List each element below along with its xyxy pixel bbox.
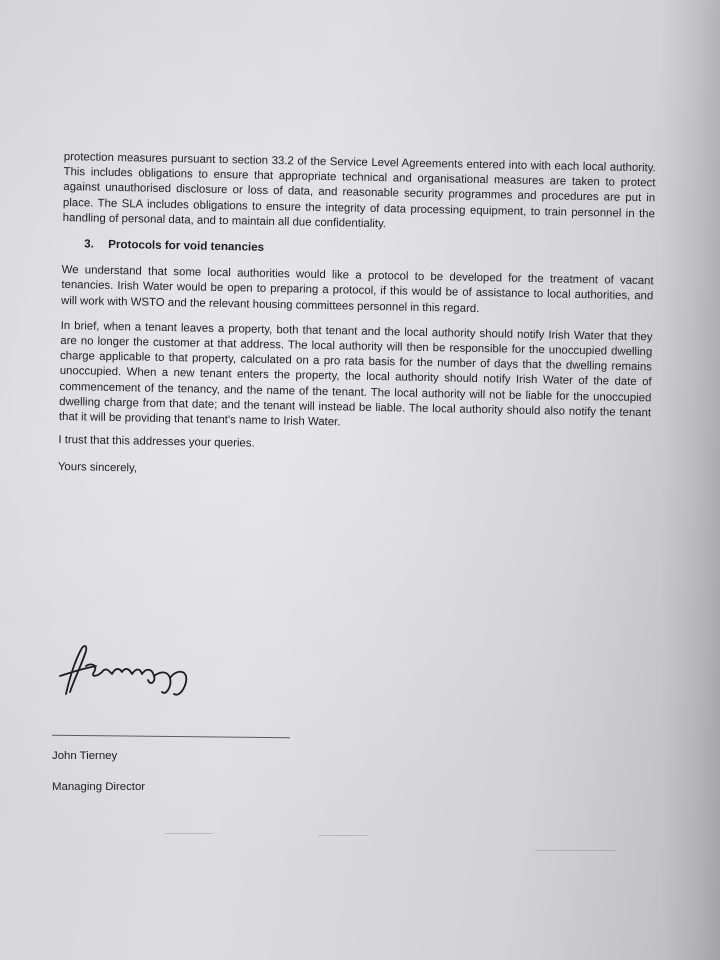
sign-off: Yours sincerely,: [57, 461, 138, 475]
signer-title: Managing Director: [52, 781, 146, 793]
section-number: 3.: [84, 237, 94, 251]
paragraph-protocol: We understand that some local authorities would like a protocol to be developed for the treatment of vacant tenancies. Irish Water would be open to preparing a protocol, if this would be of assistance to local authorities, and will work with WSTO and the relevant housing committees personnel in this regard.: [60, 264, 654, 315]
letter-body: [58, 150, 656, 499]
page-shadow: [660, 0, 720, 960]
signer-name: John Tierney: [52, 750, 118, 762]
section-title: Protocols for void tenancies: [108, 237, 265, 254]
trust-line: I trust that this addresses your queries.: [58, 434, 255, 450]
signature-line: [52, 735, 290, 738]
handwritten-signature: [52, 636, 312, 716]
section-heading: [84, 236, 654, 262]
scan-mark: [318, 835, 368, 836]
scan-mark: [535, 850, 615, 851]
paragraph-in-brief: In brief, when a tenant leaves a property, both that tenant and the local authority should notify Irish Water that they are no longer the customer at that address. The local authority will then be responsible for the unoccupied dwelling charge applicable to that property, calculated on a pro rata basis for the number of days that the dwelling remains unoccupied. When a new tenant enters the property, the local authority should notify Irish Water of the date of commencement of the tenancy, and the name of the tenant. The local authority will not be liable for the unoccupied dwelling charge from that date; and the tenant will instead be liable. The local authority should also notify the tenant that it will be providing that tenant's name to Irish Water.: [58, 319, 653, 429]
scan-mark: [165, 833, 213, 834]
paragraph-data-protection: protection measures pursuant to section 33.2 of the Service Level Agreements entered into with each local authority. This includes obligations to ensure that appropriate technical and organisational measures are taken to protect against unauthorised disclosure or loss of data, and reasonable security programmes and procedures are put in place. The SLA includes obligations to ensure the integrity of data processing equipment, to train personnel in the handling of personal data, and to maintain all due confidentiality.: [62, 150, 656, 231]
